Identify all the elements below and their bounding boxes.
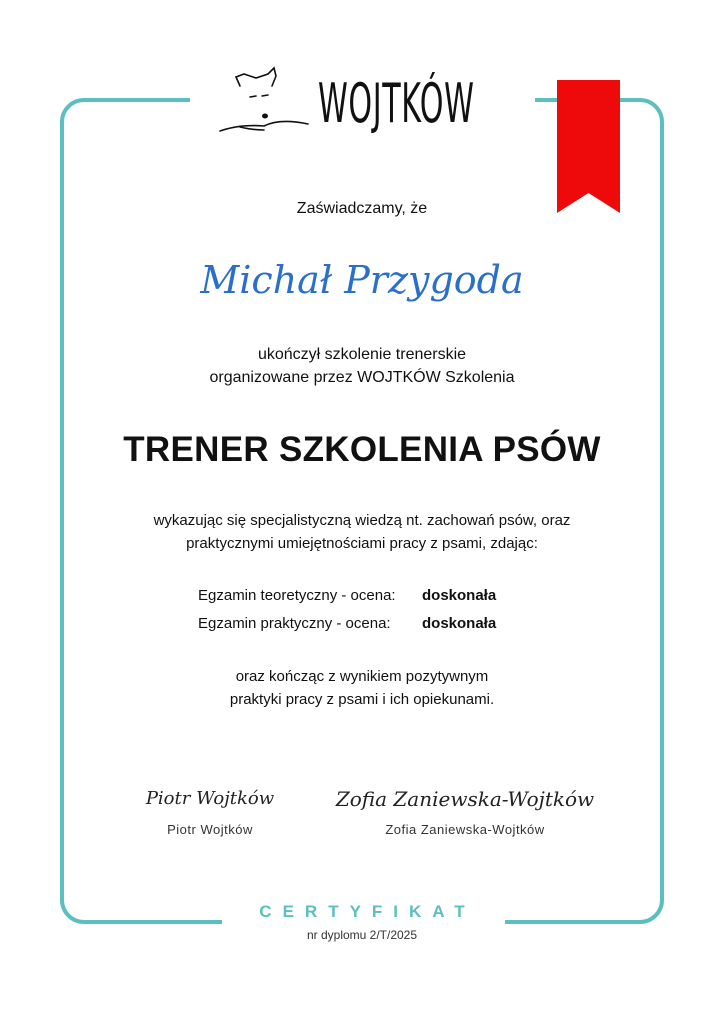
closing-line-1: oraz kończąc z wynikiem pozytywnym (235, 668, 489, 685)
exam-grade-theory: doskonała (422, 587, 497, 604)
exam-label-practice: Egzamin praktyczny - ocena: (198, 615, 391, 632)
ribbon-bookmark (557, 80, 620, 213)
completion-line-2: organizowane przez WOJTKÓW Szkolenia (209, 369, 515, 386)
description-line-2: praktycznymi umiejętnościami pracy z psami, zdając: (186, 535, 538, 552)
dog-reading-book-icon (220, 68, 308, 131)
closing-line-2: praktyki pracy z psami i ich opiekunami. (229, 691, 495, 708)
signatory-name-piotr: Piotr Wojtków (167, 822, 253, 837)
logo-brand-text: WOJTKÓW (318, 72, 475, 135)
exam-label-theory: Egzamin teoretyczny - ocena: (198, 587, 396, 604)
exam-grade-practice: doskonała (422, 615, 497, 632)
signatory-name-zofia: Zofia Zaniewska-Wojtków (385, 822, 545, 837)
completion-line-1: ukończył szkolenie trenerskie (257, 346, 467, 363)
signature-zofia: Zofia Zaniewska-Wojtków (335, 787, 595, 811)
certificate-label: CERTYFIKAT (259, 902, 476, 921)
diploma-number: nr dyplomu 2/T/2025 (306, 928, 418, 942)
course-title: TRENER SZKOLENIA PSÓW (123, 430, 601, 469)
signature-piotr: Piotr Wojtków (145, 788, 275, 809)
intro-text: Zaświadczamy, że (296, 200, 428, 217)
description-line-1: wykazując się specjalistyczną wiedzą nt. zachowań psów, oraz (153, 512, 571, 529)
recipient-name: Michał Przygoda (200, 258, 524, 302)
